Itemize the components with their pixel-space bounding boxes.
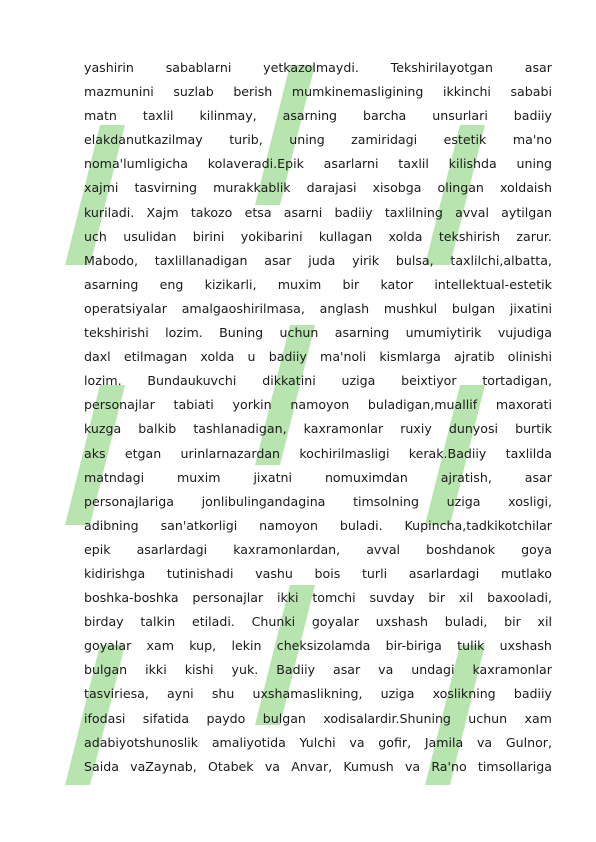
- word: jixatini: [509, 300, 552, 316]
- word: avval: [366, 541, 401, 557]
- word: xoldaish: [499, 180, 552, 196]
- word: sababi: [510, 84, 552, 100]
- word: zarur.: [516, 228, 552, 244]
- word: kilishda: [448, 156, 497, 172]
- word: vashu: [255, 565, 293, 581]
- word: etsa: [244, 204, 272, 220]
- word: etilmagan: [123, 349, 188, 365]
- word: yorkin: [232, 397, 272, 413]
- word: Chunki: [251, 614, 296, 630]
- word: Mabodo,: [84, 252, 138, 268]
- word: tekshirishi: [84, 325, 149, 341]
- text-line: [84, 273, 552, 297]
- word: lozim.: [165, 325, 203, 341]
- word: kaxramonlar: [303, 421, 384, 437]
- word: asarlarni: [323, 156, 379, 172]
- word: noma'lumligicha: [84, 156, 188, 172]
- text-line: [84, 225, 552, 249]
- word: personajlar: [192, 590, 264, 606]
- word: uning: [516, 156, 552, 172]
- word: uxshamaslikning,: [252, 686, 363, 702]
- word: tekshirish: [438, 228, 501, 244]
- word: personajlariga: [84, 493, 174, 509]
- word: Gulnor,: [505, 734, 552, 750]
- word: amalgaoshirilmasa,: [181, 300, 305, 316]
- text-line: [84, 610, 552, 634]
- word: anglash: [319, 300, 370, 316]
- word: mushkul: [383, 300, 438, 316]
- word: xolda: [200, 349, 235, 365]
- word: badiiy: [334, 204, 373, 220]
- text-line: [84, 152, 552, 176]
- word: urinlarnazardan: [180, 445, 281, 461]
- word: usulidan: [123, 228, 177, 244]
- word: ajratib: [454, 349, 495, 365]
- word: asarning: [84, 276, 139, 292]
- word: va: [264, 758, 280, 774]
- text-line: [84, 442, 552, 466]
- word: avval: [455, 204, 489, 220]
- word: shu: [211, 686, 235, 702]
- word: badiiy: [268, 349, 307, 365]
- text-line: [84, 417, 552, 441]
- word: taxlil: [142, 108, 174, 124]
- word: buladigan,muallif: [367, 397, 478, 413]
- word: kullagan: [318, 228, 373, 244]
- text-line: [84, 201, 552, 225]
- text-line: [84, 321, 552, 345]
- text-line: [84, 634, 552, 658]
- text-line: [84, 56, 552, 80]
- word: bulgan: [262, 710, 306, 726]
- word: asarning: [282, 108, 338, 124]
- word: takozo: [190, 204, 233, 220]
- word: ma'no: [512, 132, 552, 148]
- word: dikkatini: [262, 373, 316, 389]
- word: Ra'no: [431, 758, 467, 774]
- word: jonlibulingandagina: [201, 493, 326, 509]
- word: kochirilmasligi: [299, 445, 390, 461]
- word: xil: [458, 590, 474, 606]
- word: personajlar: [84, 397, 155, 413]
- word: kolaveradi.Epik: [207, 156, 304, 172]
- text-line: [84, 562, 552, 586]
- word: timsollariga: [477, 758, 552, 774]
- word: uziga: [341, 373, 376, 389]
- word: etgan: [124, 445, 162, 461]
- word: berish: [233, 84, 273, 100]
- word: ayni: [167, 686, 194, 702]
- text-line: [84, 586, 552, 610]
- word: mutlako: [500, 565, 552, 581]
- word: gofir,: [378, 734, 412, 750]
- word: uxshash: [375, 614, 429, 630]
- word: bois: [314, 565, 341, 581]
- word: daxl: [84, 349, 111, 365]
- word: paydo: [206, 710, 246, 726]
- word: suvday: [369, 590, 415, 606]
- word: ikkinchi: [442, 84, 491, 100]
- word: timsolning: [353, 493, 419, 509]
- word: ikki: [145, 662, 167, 678]
- word: bir-biriga: [385, 638, 442, 654]
- word: namoyon: [290, 397, 350, 413]
- word: Kupincha,tadkikotchilar: [404, 517, 552, 533]
- word: intellektual-estetik: [434, 276, 552, 292]
- word: epik: [84, 541, 111, 557]
- word: suzlab: [173, 84, 214, 100]
- word: taxlilning: [384, 204, 443, 220]
- text-line: [84, 538, 552, 562]
- word: Saida: [84, 758, 119, 774]
- word: aytilgan: [501, 204, 552, 220]
- word: Buning: [219, 325, 264, 341]
- word: bulsa,: [395, 252, 434, 268]
- word: tulik: [457, 638, 485, 654]
- word: burtik: [515, 421, 552, 437]
- word: ikki: [276, 590, 299, 606]
- word: kishi: [184, 662, 214, 678]
- word: murakkablik: [213, 180, 291, 196]
- word: zamiridagi: [351, 132, 418, 148]
- word: turli: [361, 565, 388, 581]
- word: va: [378, 662, 394, 678]
- word: Jamila: [424, 734, 464, 750]
- word: kerak.Badiiy: [408, 445, 487, 461]
- word: muxim: [277, 276, 322, 292]
- word: uchun: [468, 710, 508, 726]
- word: asar: [333, 662, 361, 678]
- text-line: [84, 490, 552, 514]
- word: operatsiyalar: [84, 300, 167, 316]
- word: xam: [146, 638, 174, 654]
- word: bir: [504, 614, 521, 630]
- word: unsurlari: [432, 108, 488, 124]
- word: taxlilda: [505, 445, 552, 461]
- text-line: [84, 755, 552, 779]
- word: tomchi: [312, 590, 356, 606]
- word: talkin: [140, 614, 176, 630]
- word: yirik: [352, 252, 380, 268]
- text-line: [84, 682, 552, 706]
- word: uning: [289, 132, 325, 148]
- word: xosligi,: [508, 493, 552, 509]
- word: va: [404, 758, 421, 774]
- word: mumkinemasligining: [291, 84, 424, 100]
- word: Otabek: [208, 758, 254, 774]
- word: yuk.: [231, 662, 259, 678]
- word: etiladi.: [191, 614, 235, 630]
- word: boshka-boshka: [84, 590, 179, 606]
- word: yashirin: [84, 60, 134, 75]
- word: olinishi: [507, 349, 552, 365]
- word: badiiy: [513, 108, 552, 124]
- text-line: [84, 249, 552, 273]
- word: aks: [84, 445, 106, 461]
- word: goyalar: [84, 638, 132, 654]
- word: Anvar,: [291, 758, 333, 774]
- word: va: [349, 734, 365, 750]
- word: Bundaukuvchi: [147, 373, 237, 389]
- word: vujudiga: [497, 325, 552, 341]
- word: va: [476, 734, 493, 750]
- word: kismlarga: [379, 349, 441, 365]
- text-line: [84, 514, 552, 538]
- word: ruxiy: [400, 421, 432, 437]
- word: kizikarli,: [204, 276, 257, 292]
- word: Tekshirilayotgan: [390, 60, 493, 75]
- text-line: [84, 80, 552, 104]
- word: kuzga: [84, 421, 122, 437]
- word: matn: [84, 108, 117, 124]
- word: u: [247, 349, 256, 365]
- text-line: [84, 707, 552, 731]
- word: turib,: [229, 132, 263, 148]
- word: kaxramonlar: [472, 662, 552, 678]
- word: tabiati: [173, 397, 214, 413]
- word: xoslikning: [432, 686, 496, 702]
- word: buladi,: [444, 614, 488, 630]
- word: san'atkorligi: [160, 517, 238, 533]
- text-line: [84, 393, 552, 417]
- word: ajratish,: [440, 469, 492, 485]
- word: estetik: [443, 132, 487, 148]
- word: Yulchi: [299, 734, 336, 750]
- word: namoyon: [259, 517, 318, 533]
- word: asar: [264, 252, 292, 268]
- word: badiiy: [513, 686, 552, 702]
- word: asarlardagi: [136, 541, 208, 557]
- word: barcha: [363, 108, 407, 124]
- word: muxim: [177, 469, 221, 485]
- word: xajmi: [84, 180, 119, 196]
- word: asarlardagi: [408, 565, 480, 581]
- word: kup,: [189, 638, 217, 654]
- word: sabablarni: [165, 60, 232, 75]
- word: taxlilchi,albatta,: [450, 252, 552, 268]
- word: xil: [537, 614, 552, 630]
- word: asarni: [283, 204, 323, 220]
- word: maxorati: [495, 397, 552, 413]
- word: xisobga: [372, 180, 422, 196]
- word: sifatida: [142, 710, 190, 726]
- word: kator: [380, 276, 414, 292]
- word: birday: [84, 614, 124, 630]
- word: yetkazolmaydi.: [263, 60, 359, 75]
- word: uchun: [279, 325, 319, 341]
- body-text: [84, 56, 552, 779]
- word: vaZaynab,: [130, 758, 197, 774]
- word: kidirishga: [84, 565, 146, 581]
- word: beixtiyor: [401, 373, 457, 389]
- word: asar: [524, 60, 552, 75]
- word: uziga: [380, 686, 415, 702]
- word: eng: [159, 276, 184, 292]
- word: bulgan: [451, 300, 496, 316]
- word: Xajm: [146, 204, 179, 220]
- word: tasvirning: [134, 180, 198, 196]
- word: goya: [521, 541, 552, 557]
- word: kuriladi.: [84, 204, 135, 220]
- word: taxlil: [398, 156, 429, 172]
- word: tutinishadi: [166, 565, 234, 581]
- word: bulgan: [84, 662, 128, 678]
- text-line: [84, 466, 552, 490]
- word: nomuximdan: [324, 469, 408, 485]
- text-line: [84, 731, 552, 755]
- word: lekin: [231, 638, 262, 654]
- word: xodisalardir.Shuning: [323, 710, 451, 726]
- word: bir: [342, 276, 360, 292]
- word: xam: [524, 710, 552, 726]
- word: elakdanutkazilmay: [84, 132, 203, 148]
- word: yokibarini: [240, 228, 303, 244]
- text-line: [84, 658, 552, 682]
- word: dunyosi: [448, 421, 499, 437]
- word: kaxramonlardan,: [233, 541, 341, 557]
- word: boshdanok: [426, 541, 496, 557]
- word: tortadigan,: [482, 373, 552, 389]
- word: ma'noli: [320, 349, 367, 365]
- word: ifodasi: [84, 710, 126, 726]
- word: jixatni: [253, 469, 293, 485]
- word: juda: [308, 252, 336, 268]
- word: umumiytirik: [405, 325, 482, 341]
- word: asarning: [334, 325, 390, 341]
- word: buladi.: [339, 517, 383, 533]
- word: lozim.: [84, 373, 122, 389]
- text-line: [84, 297, 552, 321]
- word: amaliyotida: [211, 734, 286, 750]
- word: goyalar: [311, 614, 360, 630]
- word: uxshash: [499, 638, 552, 654]
- text-line: [84, 369, 552, 393]
- word: balkib: [138, 421, 177, 437]
- word: Kumush: [343, 758, 394, 774]
- word: mazmunini: [84, 84, 154, 100]
- word: bir: [428, 590, 446, 606]
- word: xolda: [388, 228, 423, 244]
- word: darajasi: [306, 180, 357, 196]
- text-line: [84, 345, 552, 369]
- word: birini: [192, 228, 225, 244]
- word: undagi: [411, 662, 455, 678]
- word: baxooladi,: [487, 590, 552, 606]
- word: Badiiy: [276, 662, 316, 678]
- word: kilinmay,: [199, 108, 257, 124]
- word: tasviriesa,: [84, 686, 149, 702]
- word: cheksizolamda: [276, 638, 371, 654]
- word: asar: [524, 469, 552, 485]
- text-line: [84, 128, 552, 152]
- word: tashlanadigan,: [193, 421, 287, 437]
- word: matndagi: [84, 469, 145, 485]
- word: uch: [84, 228, 107, 244]
- word: adibning: [84, 517, 139, 533]
- text-line: [84, 176, 552, 200]
- word: uziga: [446, 493, 481, 509]
- text-line: [84, 104, 552, 128]
- word: olingan: [437, 180, 484, 196]
- word: adabiyotshunoslik: [84, 734, 199, 750]
- word: taxlillanadigan: [154, 252, 248, 268]
